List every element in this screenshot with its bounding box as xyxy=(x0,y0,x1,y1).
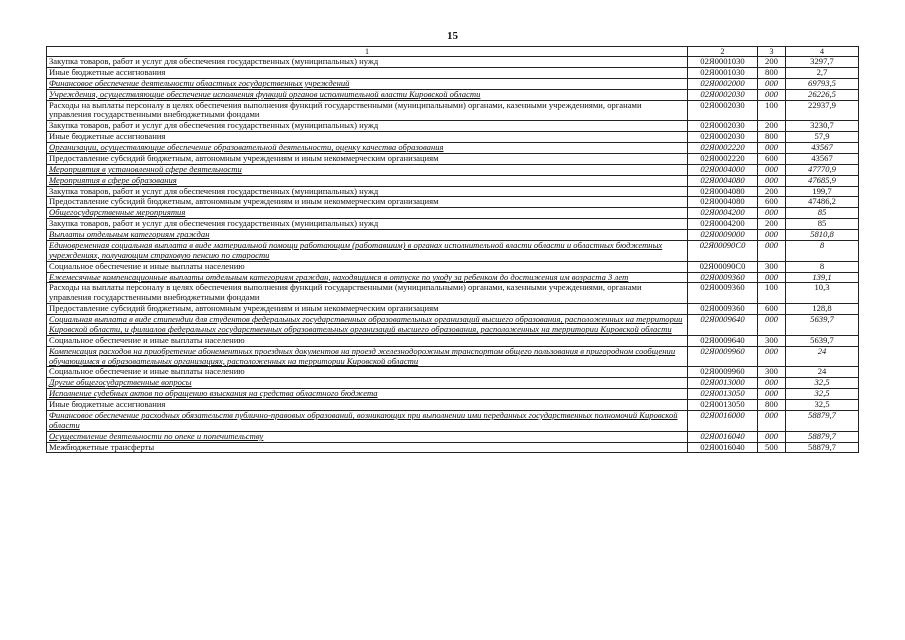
table-row xyxy=(47,283,859,304)
row-name: Расходы на выплаты персоналу в целях обеспечения выполнения функций государственными (муниципальными) органами, казенными учреждениями, органами управления государственными внебюджетными фондами xyxy=(47,283,688,304)
row-kind: 200 xyxy=(758,219,786,230)
row-name: Финансовое обеспечение расходных обязательств публично-правовых образований, возникающих при выполнении ими переданных государственных полномочий Кировской области xyxy=(47,410,688,431)
column-header-amount: 4 xyxy=(786,47,859,57)
row-code: 02Я0004200 xyxy=(688,208,758,219)
row-kind: 000 xyxy=(758,315,786,336)
row-kind: 600 xyxy=(758,153,786,164)
row-kind: 000 xyxy=(758,346,786,367)
row-name: Социальное обеспечение и иные выплаты населению xyxy=(47,367,688,378)
table-row xyxy=(47,186,859,197)
row-code: 02Я0009360 xyxy=(688,304,758,315)
table-row xyxy=(47,315,859,336)
table-row xyxy=(47,304,859,315)
row-name: Закупка товаров, работ и услуг для обеспечения государственных (муниципальных) нужд xyxy=(47,121,688,132)
row-name: Выплаты отдельным категориям граждан xyxy=(47,230,688,241)
row-name: Мероприятия в сфере образования xyxy=(47,175,688,186)
row-name: Социальное обеспечение и иные выплаты населению xyxy=(47,261,688,272)
row-name: Другие общегосударственные вопросы xyxy=(47,378,688,389)
row-kind: 000 xyxy=(758,240,786,261)
row-name: Компенсация расходов на приобретение абонементных проездных документов на проезд железнодорожным транспортом общего пользования в пригородном сообщении обучающимся в образовательных организациях, расположенных на территории Кировской области xyxy=(47,346,688,367)
row-code: 02Я0013050 xyxy=(688,389,758,400)
row-kind: 300 xyxy=(758,367,786,378)
table-row xyxy=(47,240,859,261)
budget-table xyxy=(46,46,859,453)
row-code: 02Я0002030 xyxy=(688,100,758,121)
table-row xyxy=(47,431,859,442)
row-name: Иные бюджетные ассигнования xyxy=(47,67,688,78)
row-kind: 000 xyxy=(758,431,786,442)
table-row xyxy=(47,400,859,411)
table-header-row xyxy=(47,47,859,57)
row-amount: 5639,7 xyxy=(786,315,859,336)
row-code: 02Я0004000 xyxy=(688,164,758,175)
page-number: 15 xyxy=(447,30,458,42)
row-amount: 139,1 xyxy=(786,272,859,283)
row-kind: 600 xyxy=(758,304,786,315)
table-row xyxy=(47,78,859,89)
row-name: Общегосударственные мероприятия xyxy=(47,208,688,219)
row-name: Учреждения, осуществляющие обеспечение исполнения функций органов исполнительной власти Кировской области xyxy=(47,89,688,100)
row-amount: 57,9 xyxy=(786,132,859,143)
row-name: Осуществление деятельности по опеке и попечительству xyxy=(47,431,688,442)
row-name: Единовременная социальная выплата в виде материальной помощи работающим (работавшим) в органах исполнительной власти области и областных бюджетных учреждениях, получающим страховую пенсию по старости xyxy=(47,240,688,261)
row-amount: 5639,7 xyxy=(786,335,859,346)
table-row xyxy=(47,410,859,431)
row-amount: 43567 xyxy=(786,143,859,154)
row-name: Закупка товаров, работ и услуг для обеспечения государственных (муниципальных) нужд xyxy=(47,57,688,68)
row-kind: 000 xyxy=(758,89,786,100)
row-code: 02Я0009360 xyxy=(688,283,758,304)
row-code: 02Я0016040 xyxy=(688,442,758,453)
row-kind: 200 xyxy=(758,57,786,68)
table-row xyxy=(47,164,859,175)
row-amount: 2,7 xyxy=(786,67,859,78)
row-code: 02Я0004080 xyxy=(688,175,758,186)
row-kind: 300 xyxy=(758,261,786,272)
row-kind: 300 xyxy=(758,335,786,346)
table-row xyxy=(47,389,859,400)
row-kind: 800 xyxy=(758,400,786,411)
row-kind: 000 xyxy=(758,230,786,241)
row-code: 02Я0009360 xyxy=(688,272,758,283)
row-amount: 85 xyxy=(786,219,859,230)
row-name: Расходы на выплаты персоналу в целях обеспечения выполнения функций государственными (муниципальными) органами, казенными учреждениями, органами управления государственными внебюджетными фондами xyxy=(47,100,688,121)
table-row xyxy=(47,378,859,389)
table-row xyxy=(47,153,859,164)
row-kind: 000 xyxy=(758,175,786,186)
row-amount: 24 xyxy=(786,367,859,378)
row-code: 02Я0002030 xyxy=(688,89,758,100)
row-amount: 26226,5 xyxy=(786,89,859,100)
row-amount: 58879,7 xyxy=(786,410,859,431)
column-header-name: 1 xyxy=(47,47,688,57)
row-code: 02Я0002030 xyxy=(688,132,758,143)
row-code: 02Я0009640 xyxy=(688,315,758,336)
row-amount: 32,5 xyxy=(786,389,859,400)
row-kind: 000 xyxy=(758,78,786,89)
row-amount: 58879,7 xyxy=(786,431,859,442)
row-kind: 600 xyxy=(758,197,786,208)
row-name: Иные бюджетные ассигнования xyxy=(47,132,688,143)
row-code: 02Я00090С0 xyxy=(688,240,758,261)
row-code: 02Я0002000 xyxy=(688,78,758,89)
table-row xyxy=(47,132,859,143)
table-row xyxy=(47,89,859,100)
row-name: Социальное обеспечение и иные выплаты населению xyxy=(47,335,688,346)
row-amount: 8 xyxy=(786,240,859,261)
row-name: Предоставление субсидий бюджетным, автономным учреждениям и иным некоммерческим организациям xyxy=(47,153,688,164)
row-kind: 000 xyxy=(758,410,786,431)
row-kind: 100 xyxy=(758,100,786,121)
row-code: 02Я0004080 xyxy=(688,186,758,197)
row-name: Организации, осуществляющие обеспечение образовательной деятельности, оценку качества образования xyxy=(47,143,688,154)
row-name: Финансовое обеспечение деятельности областных государственных учреждений xyxy=(47,78,688,89)
column-header-code: 2 xyxy=(688,47,758,57)
table-row xyxy=(47,261,859,272)
row-code: 02Я0009960 xyxy=(688,346,758,367)
row-name: Ежемесячные компенсационные выплаты отдельным категориям граждан, находящимся в отпуске по уходу за ребенком до достижения им возраста 3 лет xyxy=(47,272,688,283)
table-row xyxy=(47,230,859,241)
row-kind: 100 xyxy=(758,283,786,304)
row-code: 02Я0001030 xyxy=(688,67,758,78)
row-kind: 000 xyxy=(758,208,786,219)
row-kind: 500 xyxy=(758,442,786,453)
row-code: 02Я0016000 xyxy=(688,410,758,431)
row-name: Предоставление субсидий бюджетным, автономным учреждениям и иным некоммерческим организациям xyxy=(47,197,688,208)
table-row xyxy=(47,57,859,68)
row-code: 02Я0001030 xyxy=(688,57,758,68)
row-code: 02Я0002220 xyxy=(688,153,758,164)
row-code: 02Я0016040 xyxy=(688,431,758,442)
row-amount: 199,7 xyxy=(786,186,859,197)
row-amount: 24 xyxy=(786,346,859,367)
row-kind: 000 xyxy=(758,143,786,154)
row-amount: 22937,9 xyxy=(786,100,859,121)
row-kind: 200 xyxy=(758,186,786,197)
row-amount: 3297,7 xyxy=(786,57,859,68)
row-name: Закупка товаров, работ и услуг для обеспечения государственных (муниципальных) нужд xyxy=(47,186,688,197)
row-amount: 32,5 xyxy=(786,400,859,411)
row-amount: 5810,8 xyxy=(786,230,859,241)
row-amount: 47770,9 xyxy=(786,164,859,175)
table-row xyxy=(47,367,859,378)
table-row xyxy=(47,208,859,219)
row-kind: 200 xyxy=(758,121,786,132)
row-code: 02Я0004080 xyxy=(688,197,758,208)
row-code: 02Я0013000 xyxy=(688,378,758,389)
row-kind: 000 xyxy=(758,272,786,283)
row-kind: 800 xyxy=(758,132,786,143)
row-name: Предоставление субсидий бюджетным, автономным учреждениям и иным некоммерческим организациям xyxy=(47,304,688,315)
row-name: Межбюджетные трансферты xyxy=(47,442,688,453)
table-row xyxy=(47,67,859,78)
row-code: 02Я0002030 xyxy=(688,121,758,132)
row-code: 02Я0002220 xyxy=(688,143,758,154)
row-kind: 000 xyxy=(758,389,786,400)
table-row xyxy=(47,197,859,208)
row-name: Исполнение судебных актов по обращению взыскания на средства областного бюджета xyxy=(47,389,688,400)
row-name: Иные бюджетные ассигнования xyxy=(47,400,688,411)
row-amount: 69793,5 xyxy=(786,78,859,89)
row-name: Социальная выплата в виде стипендии для студентов федеральных государственных образовательных организаций высшего образования, расположенных на территории Кировской области, и филиалов федеральных государственных образовательных организаций высшего образования, расположенных на территории Кировской области xyxy=(47,315,688,336)
row-amount: 128,8 xyxy=(786,304,859,315)
table-row xyxy=(47,175,859,186)
row-kind: 000 xyxy=(758,164,786,175)
row-amount: 3230,7 xyxy=(786,121,859,132)
row-amount: 85 xyxy=(786,208,859,219)
row-code: 02Я0009960 xyxy=(688,367,758,378)
table-row xyxy=(47,100,859,121)
row-amount: 8 xyxy=(786,261,859,272)
table-row xyxy=(47,121,859,132)
row-kind: 800 xyxy=(758,67,786,78)
row-code: 02Я00090С0 xyxy=(688,261,758,272)
row-code: 02Я0009000 xyxy=(688,230,758,241)
table-row xyxy=(47,335,859,346)
row-amount: 47685,9 xyxy=(786,175,859,186)
row-name: Закупка товаров, работ и услуг для обеспечения государственных (муниципальных) нужд xyxy=(47,219,688,230)
table-row xyxy=(47,442,859,453)
table-row xyxy=(47,219,859,230)
row-kind: 000 xyxy=(758,378,786,389)
column-header-kind: 3 xyxy=(758,47,786,57)
row-amount: 43567 xyxy=(786,153,859,164)
table-row xyxy=(47,272,859,283)
row-code: 02Я0004200 xyxy=(688,219,758,230)
row-amount: 10,3 xyxy=(786,283,859,304)
row-amount: 58879,7 xyxy=(786,442,859,453)
table-row xyxy=(47,143,859,154)
row-amount: 47486,2 xyxy=(786,197,859,208)
row-name: Мероприятия в установленной сфере деятельности xyxy=(47,164,688,175)
row-amount: 32,5 xyxy=(786,378,859,389)
table-row xyxy=(47,346,859,367)
row-code: 02Я0009640 xyxy=(688,335,758,346)
row-code: 02Я0013050 xyxy=(688,400,758,411)
